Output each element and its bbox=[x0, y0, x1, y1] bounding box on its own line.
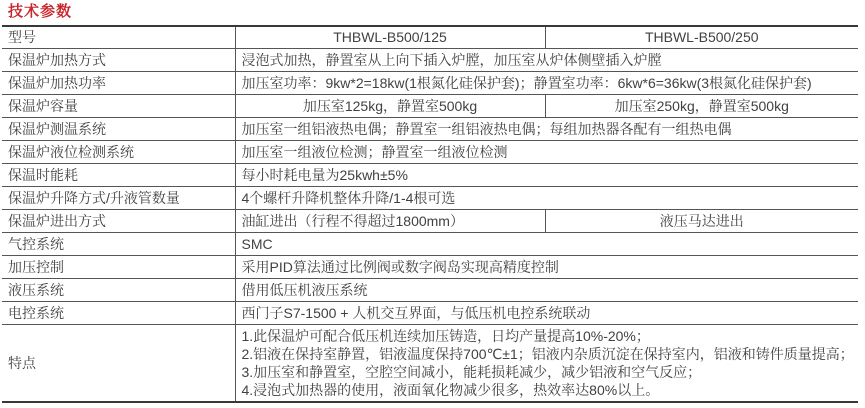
row-label: 保温炉容量 bbox=[2, 95, 235, 118]
row-value: 加压室功率：9kw*2=18kw(1根氮化硅保护套)；静置室功率：6kw*6=36kw(3根氮化硅保护套) bbox=[241, 75, 812, 91]
page-title: 技术参数 bbox=[8, 3, 73, 20]
features-value bbox=[235, 325, 858, 403]
row-label: 加压控制 bbox=[2, 256, 235, 279]
table-row-model bbox=[2, 26, 858, 49]
table-row-temp-measure bbox=[2, 118, 858, 141]
table-row-heating-method bbox=[2, 49, 858, 72]
table-row-capacity bbox=[2, 95, 858, 118]
feature-line: 2.铝液在保持室静置，铝液温度保持700℃±1；铝液内杂质沉淀在保持室内，铝液和铸件质量提高； bbox=[241, 346, 854, 362]
row-value: 4个螺杆升降机整体升降/1-4根可选 bbox=[241, 190, 456, 206]
table-row-features bbox=[2, 325, 858, 403]
inout-value-right: 液压马达进出 bbox=[659, 213, 744, 229]
feature-line: 4.浸泡式加热器的使用，液面氧化物减少很多，热效率达80%以上。 bbox=[241, 382, 660, 398]
table-row-pressure-control bbox=[2, 256, 858, 279]
table-row-energy bbox=[2, 164, 858, 187]
capacity-value-left: 加压室125kg，静置室500kg bbox=[235, 95, 545, 118]
row-value: 加压室一组液位检测；静置室一组液位检测 bbox=[241, 144, 508, 160]
table-row-heating-power bbox=[2, 72, 858, 95]
row-label: 型号 bbox=[2, 26, 235, 49]
capacity-value-right: 加压室250kg，静置室500kg bbox=[614, 98, 789, 114]
feature-line: 1.此保温炉可配合低压机连续加压铸造，日均产量提高10%-20%； bbox=[241, 328, 650, 344]
row-value: 西门子S7-1500 + 人机交互界面，与低压机电控系统联动 bbox=[241, 305, 591, 321]
row-label: 保温时能耗 bbox=[2, 164, 235, 187]
table-row-hydraulic bbox=[2, 279, 858, 302]
row-value: 浸泡式加热，静置室从上向下插入炉膛，加压室从炉体侧壁插入炉膛 bbox=[241, 52, 662, 68]
row-label: 保温炉测温系统 bbox=[2, 118, 235, 141]
row-value: 每小时耗电量为25kwh±5% bbox=[241, 167, 408, 183]
row-label: 保温炉液位检测系统 bbox=[2, 141, 235, 164]
model-value-right: THBWL-B500/250 bbox=[644, 29, 759, 45]
inout-value-left: 油缸进出（行程不得超过1800mm） bbox=[235, 210, 545, 233]
row-value: 加压室一组铝液热电偶；静置室一组铝液热电偶；每组加热器各配有一组热电偶 bbox=[241, 121, 732, 137]
spec-table bbox=[2, 25, 858, 403]
row-value: SMC bbox=[241, 236, 273, 252]
table-row-lifting bbox=[2, 187, 858, 210]
row-value: 采用PID算法通过比例阀或数字阀岛实现高精度控制 bbox=[241, 259, 559, 275]
row-label: 气控系统 bbox=[2, 233, 235, 256]
model-value-left: THBWL-B500/125 bbox=[235, 26, 545, 49]
row-label: 保温炉加热方式 bbox=[2, 49, 235, 72]
table-row-level-detect bbox=[2, 141, 858, 164]
table-row-pneumatic bbox=[2, 233, 858, 256]
row-label: 电控系统 bbox=[2, 302, 235, 325]
row-label: 液压系统 bbox=[2, 279, 235, 302]
row-label: 特点 bbox=[2, 325, 235, 403]
table-row-electric-control bbox=[2, 302, 858, 325]
feature-line: 3.加压室和静置室，空腔空间减小，能耗损耗减少，减少铝液和空气反应； bbox=[241, 364, 702, 380]
row-value: 借用低压机液压系统 bbox=[241, 282, 368, 298]
row-label: 保温炉升降方式/升液管数量 bbox=[2, 187, 235, 210]
row-label: 保温炉加热功率 bbox=[2, 72, 235, 95]
row-label: 保温炉进出方式 bbox=[2, 210, 235, 233]
table-row-in-out bbox=[2, 210, 858, 233]
